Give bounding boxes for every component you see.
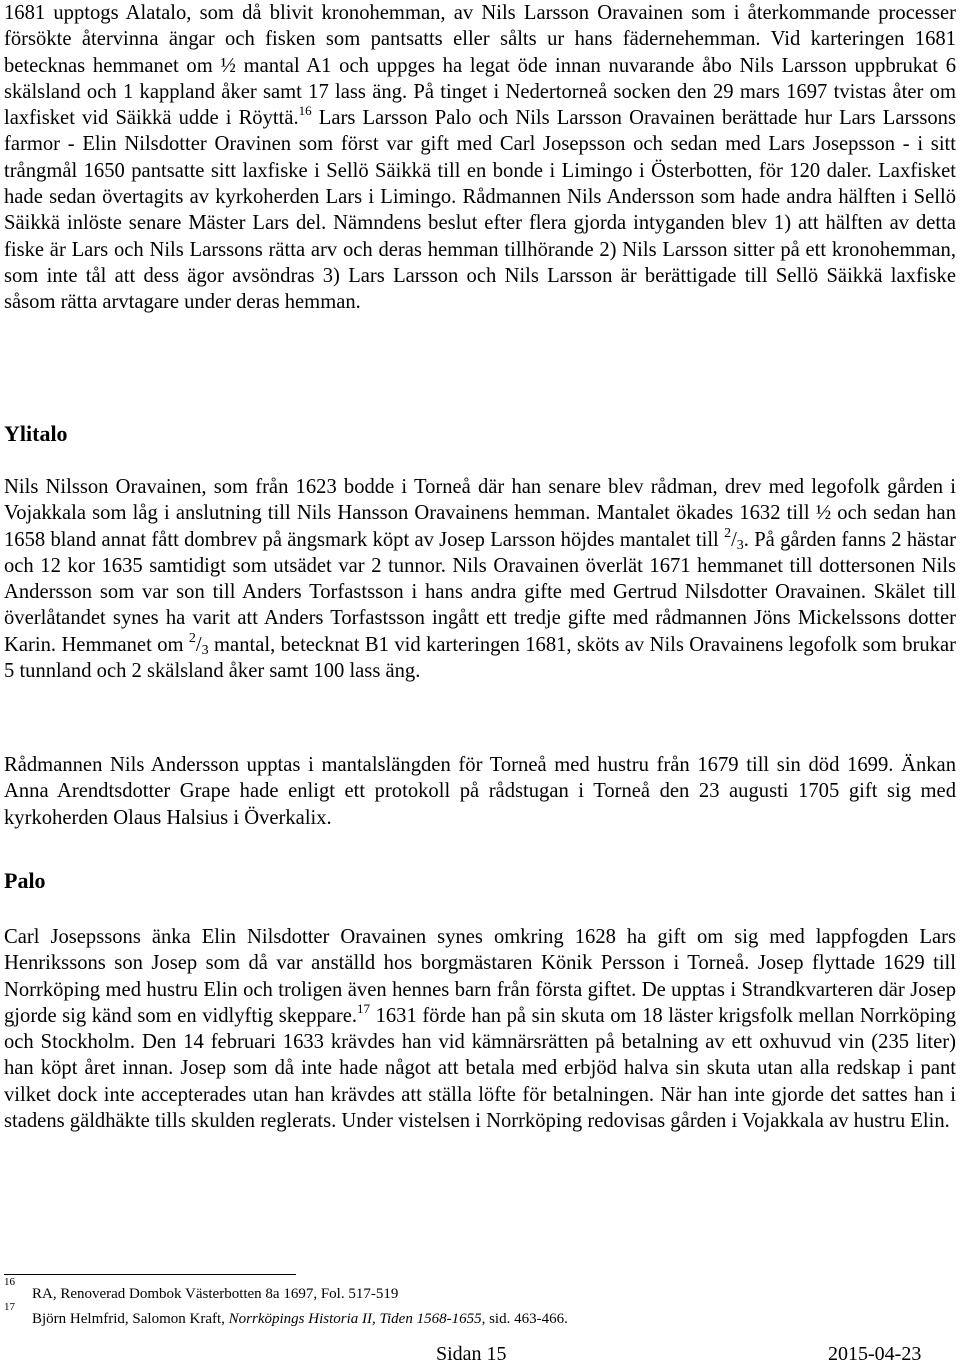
paragraph-text: Lars Larsson Palo och Nils Larsson Oravainen berättade hur Lars Larssons farmor - Elin Nilsdotter Oravinen som först var gift med Carl Josepsson och sedan med Lars Josepsson - i sitt trångmål 1650 pantsatte sitt laxfiske i Sellö Säikkä till en bonde i Limingo i Österbotten, för 120 daler. Laxfisket hade sedan övertagits av kyrkoherden Lars i Limingo. Rådmannen Nils Andersson som hade andra hälften i Sellö Säikkä inlöste senare Mäster Lars del. Nämndens beslut efter flera gjorda intyganden blev 1) att hälften av detta fiske är Lars och Nils Larssons rätta arv och deras hemman tillhörande 2) Nils Larsson sitter på ett kronohemman, som inte tål att dess ägor avsöndras 3) Lars Larsson och Nils Larsson är berättigade till Sellö Säikkä laxfiske såsom rätta arvtagare under deras hemman. [4, 107, 956, 314]
page-number: Sidan 15 [436, 1343, 507, 1365]
paragraph-ylitalo [4, 474, 956, 684]
fraction-numerator: 2 [724, 525, 732, 541]
footnote-number: 17 [4, 1301, 15, 1313]
paragraph-text: 1681 upptogs Alatalo, som då blivit kronohemman, av Nils Larsson Oravainen som i återkommande processer försökte återvinna ängar och fisken som pantsatts eller sålts ur hans fädernehemman. Vid karteringen 1681 betecknas hemmanet om ½ mantal A1 och uppges ha legat öde innan nuvarande åbo Nils Larsson uppbrukat 6 skälsland och 1 kappland åker samt 17 lass äng. På tinget i Nedertorneå socken den 29 mars 1697 tvistas åter om laxfisket vid Säikkä udde i Röyttä. [4, 2, 956, 130]
fraction-slash: / [731, 528, 737, 551]
fraction-numerator: 2 [188, 630, 196, 646]
footnote-ref-17: 17 [357, 1000, 371, 1016]
footnote-text [32, 1307, 568, 1331]
paragraph-palo [4, 924, 956, 1134]
fraction-denominator: 3 [736, 537, 744, 553]
footnote-book-title: Norrköpings Historia II, Tiden 1568-1655 [228, 1311, 482, 1327]
paragraph-text: Carl Josepssons änka Elin Nilsdotter Oravainen synes omkring 1628 ha gift om sig med lappfogden Lars Henrikssons son Josep som då var anställd hos borgmästaren Könik Persson i Torneå. Josep flyttade 1629 till Norrköping med hustru Elin och troligen även hennes barn från första giftet. De upptas i Strandkvarteren där Josep gjorde sig känd som en vidlyftig skeppare. [4, 926, 956, 1027]
paragraph-text: mantal, betecknat B1 vid karteringen 1681, sköts av Nils Oravainens legofolk som brukar 5 tunnland och 2 skälsland åker samt 100 lass äng. [4, 633, 956, 683]
footer-date: 2015-04-23 [828, 1343, 922, 1365]
footnote-ref-16: 16 [298, 103, 312, 119]
footnote-17 [4, 1303, 944, 1327]
footnote-text-part: Björn Helmfrid, Salomon Kraft, [32, 1311, 229, 1327]
heading-ylitalo: Ylitalo [4, 421, 68, 446]
fraction-denominator: 3 [201, 642, 209, 658]
paragraph-text: Nils Nilsson Oravainen, som från 1623 bodde i Torneå där han senare blev rådman, drev med legofolk gården i Vojakkala som låg i anslutning till Nils Hansson Oravainens hemman. Mantalet ökades 1632 till ½ och sedan han 1658 bland annat fått dombrev på ängsmark köpt av Josep Larsson höjdes mantalet till [4, 476, 956, 551]
footnote-number: 16 [4, 1276, 15, 1288]
footnote-divider [4, 1274, 296, 1275]
heading-palo: Palo [4, 868, 46, 893]
paragraph-alatalo [4, 0, 956, 316]
paragraph-text: 1631 förde han på sin skuta om 18 läster krigsfolk mellan Norrköping och Stockholm. Den 14 februari 1633 krävdes han vid kämnärsrätten på betalning av ett oxhuvud vin (235 liter) han köpt året innan. Josep som då inte hade något att betala med erbjöd halva sin skuta utan alla redskap i pant vilket dock inte accepterades utan han krävdes att ställa löfte för betalningen. När han inte gjorde det sattes han i stadens gäldhäkte tills skulden reglerats. Under vistelsen i Norrköping redovisas gården i Vojakkala av hustru Elin. [4, 1004, 956, 1133]
footnote-16 [4, 1278, 944, 1302]
footnote-text: RA, Renoverad Dombok Västerbotten 8a 1697, Fol. 517-519 [32, 1286, 399, 1302]
fraction-slash: / [195, 633, 202, 656]
paragraph-text: . På gården fanns 2 hästar och 12 kor 1635 samtidigt som utsädet var 2 tunnor. Nils Oravainen överlät 1671 hemmanet till dottersonen Nils Andersson som var son till Anders Torfastsson i hans andra gifte med Gertrud Nilsdotter Oravainen. Skälet till överlåtandet synes ha varit att Anders Torfastsson ingått ett tredje gifte med rådmannen Jöns Mickelssons dotter Karin. Hemmanet om [4, 528, 957, 656]
paragraph-radmannen: Rådmannen Nils Andersson upptas i mantalslängden för Torneå med hustru från 1679 till sin död 1699. Änkan Anna Arendtsdotter Grape hade enligt ett protokoll på rådstugan i Torneå den 23 augusti 1705 gift sig med kyrkoherden Olaus Halsius i Överkalix. [4, 754, 956, 829]
footnote-text-part: , sid. 463-466. [481, 1311, 568, 1327]
